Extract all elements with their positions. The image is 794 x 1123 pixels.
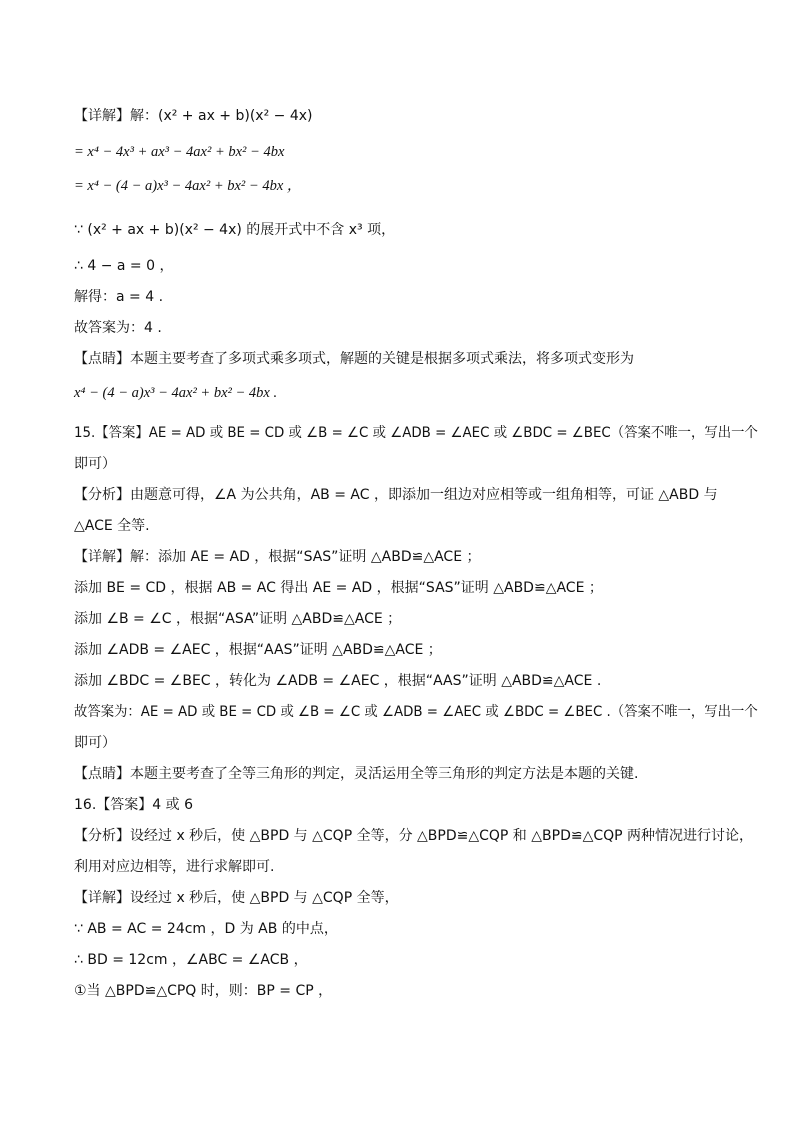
q15-final-answer-cont: 即可） — [74, 735, 116, 751]
line-expansion-1: = x⁴ − 4x³ + ax³ − 4ax² + bx² − 4bx — [74, 144, 285, 160]
q15-answer-cont: 即可） — [74, 456, 116, 472]
line-answer: 故答案为：4 . — [74, 320, 162, 336]
q15-detail-2: 添加 BE = CD ，根据 AB = AC 得出 AE = AD ，根据“SAS”证明 △ABD≌△ACE ； — [74, 580, 603, 596]
line-solution: 解得：a = 4 . — [74, 289, 164, 305]
q15-detail-3: 添加 ∠B = ∠C ，根据“ASA”证明 △ABD≌△ACE ； — [74, 611, 402, 627]
line-comment-formula: x⁴ − (4 − a)x³ − 4ax² + bx² − 4bx . — [74, 385, 278, 401]
q16-detail: 【详解】设经过 x 秒后，使 △BPD 与 △CQP 全等， — [74, 890, 399, 906]
q16-given: ∵ AB = AC = 24cm ，D 为 AB 的中点， — [74, 921, 338, 937]
q15-answer: 15.【答案】AE = AD 或 BE = CD 或 ∠B = ∠C 或 ∠ADB = ∠AEC 或 ∠BDC = ∠BEC（答案不唯一，写出一个 — [74, 425, 758, 441]
line-comment: 【点睛】本题主要考查了多项式乘多项式，解题的关键是根据多项式乘法，将多项式变形为 — [74, 351, 634, 367]
q16-analysis: 【分析】设经过 x 秒后，使 △BPD 与 △CQP 全等，分 △BPD≌△CQP 和 △BPD≌△CQP 两种情况进行讨论， — [74, 828, 754, 844]
q16-case-1: ①当 △BPD≌△CPQ 时，则：BP = CP ， — [74, 983, 333, 999]
line-expansion-2: = x⁴ − (4 − a)x³ − 4ax² + bx² − 4bx ， — [74, 178, 302, 194]
q16-derived: ∴ BD = 12cm ，∠ABC = ∠ACB ， — [74, 952, 308, 968]
q15-analysis: 【分析】由题意可得，∠A 为公共角，AB = AC ，即添加一组边对应相等或一组角相等，可证 △ABD 与 — [74, 487, 718, 503]
q15-detail-1: 【详解】解：添加 AE = AD ，根据“SAS”证明 △ABD≌△ACE ； — [74, 549, 481, 565]
q15-analysis-cont: △ACE 全等. — [74, 518, 150, 534]
q15-detail-5: 添加 ∠BDC = ∠BEC ，转化为 ∠ADB = ∠AEC ，根据“AAS”证明 △ABD≌△ACE . — [74, 673, 602, 689]
q15-detail-4: 添加 ∠ADB = ∠AEC ，根据“AAS”证明 △ABD≌△ACE ； — [74, 642, 442, 658]
q15-comment: 【点睛】本题主要考查了全等三角形的判定，灵活运用全等三角形的判定方法是本题的关键. — [74, 766, 639, 782]
q16-answer: 16.【答案】4 或 6 — [74, 797, 193, 813]
q15-final-answer: 故答案为：AE = AD 或 BE = CD 或 ∠B = ∠C 或 ∠ADB = ∠AEC 或 ∠BDC = ∠BEC .（答案不唯一，写出一个 — [74, 704, 758, 720]
line-equation: ∴ 4 − a = 0 ， — [74, 258, 174, 274]
line-condition: ∵ (x² + ax + b)(x² − 4x) 的展开式中不含 x³ 项， — [74, 222, 396, 238]
line-detail-intro: 【详解】解：(x² + ax + b)(x² − 4x) — [74, 108, 313, 124]
q16-analysis-cont: 利用对应边相等，进行求解即可. — [74, 859, 275, 875]
